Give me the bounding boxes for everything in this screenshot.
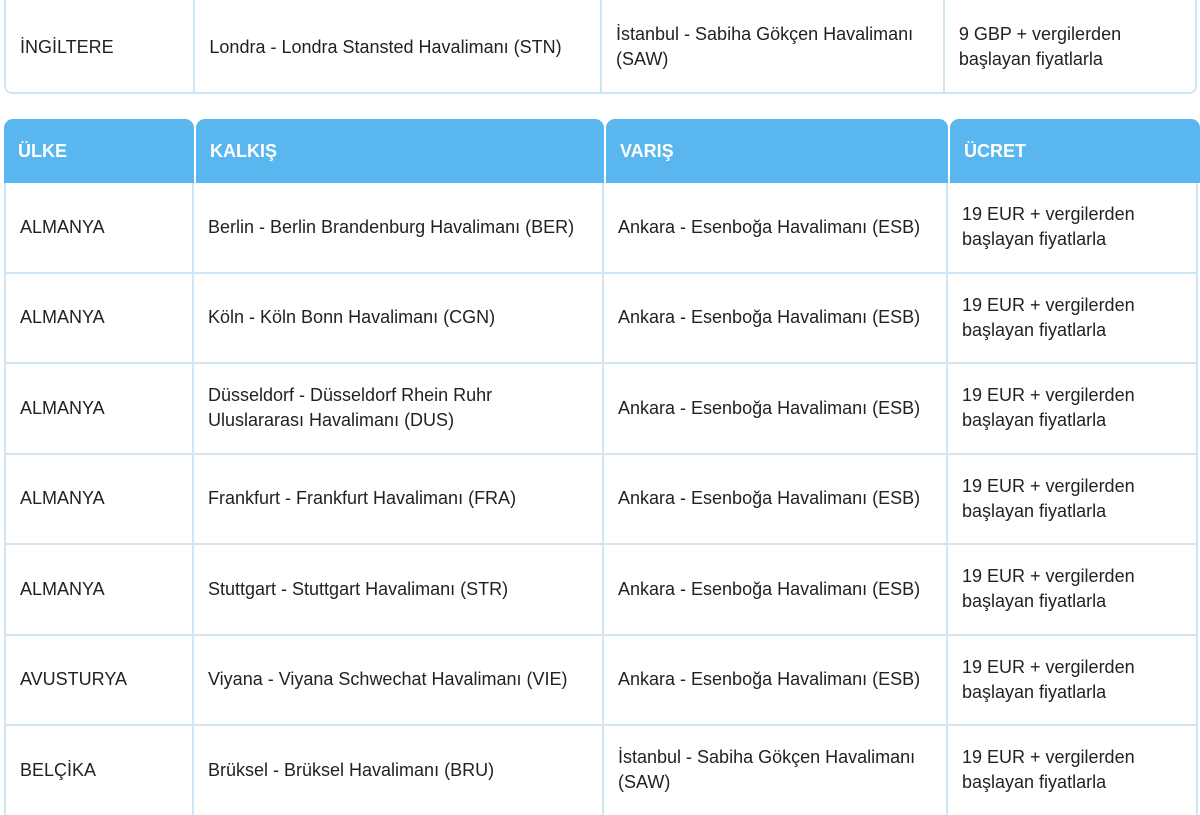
departure-cell: Londra - Londra Stansted Havalimanı (STN) (195, 0, 602, 92)
table-row (4, 545, 1198, 636)
table-row (4, 183, 1198, 274)
country-cell: ALMANYA (4, 183, 194, 272)
price-cell: 19 EUR + vergilerden başlayan fiyatlarla (948, 274, 1198, 363)
price-cell: 19 EUR + vergilerden başlayan fiyatlarla (948, 545, 1198, 634)
arrival-cell: Ankara - Esenboğa Havalimanı (ESB) (604, 274, 948, 363)
table-header (0, 119, 1200, 183)
country-cell: ALMANYA (4, 545, 194, 634)
arrival-cell: Ankara - Esenboğa Havalimanı (ESB) (604, 183, 948, 272)
table-row (4, 726, 1198, 815)
country-cell: AVUSTURYA (4, 636, 194, 725)
departure-cell: Stuttgart - Stuttgart Havalimanı (STR) (194, 545, 604, 634)
price-cell: 19 EUR + vergilerden başlayan fiyatlarla (948, 726, 1198, 815)
previous-table-row (4, 0, 1197, 94)
departure-cell: Köln - Köln Bonn Havalimanı (CGN) (194, 274, 604, 363)
country-cell: ALMANYA (4, 455, 194, 544)
arrival-cell: Ankara - Esenboğa Havalimanı (ESB) (604, 455, 948, 544)
departure-cell: Frankfurt - Frankfurt Havalimanı (FRA) (194, 455, 604, 544)
table-row (4, 364, 1198, 455)
table-row (4, 636, 1198, 727)
arrival-cell: Ankara - Esenboğa Havalimanı (ESB) (604, 364, 948, 453)
country-cell: ALMANYA (4, 364, 194, 453)
country-cell: İNGİLTERE (6, 0, 195, 92)
header-arrival: VARIŞ (606, 119, 948, 183)
header-price: ÜCRET (950, 119, 1200, 183)
table-row (4, 455, 1198, 546)
table-row (4, 274, 1198, 365)
arrival-cell: İstanbul - Sabiha Gökçen Havalimanı (SAW) (604, 726, 948, 815)
header-departure: KALKIŞ (196, 119, 604, 183)
arrival-cell: İstanbul - Sabiha Gökçen Havalimanı (SAW) (602, 0, 945, 92)
price-cell: 9 GBP + vergilerden başlayan fiyatlarla (945, 0, 1195, 92)
flights-table (4, 183, 1198, 815)
price-cell: 19 EUR + vergilerden başlayan fiyatlarla (948, 364, 1198, 453)
price-cell: 19 EUR + vergilerden başlayan fiyatlarla (948, 636, 1198, 725)
country-cell: BELÇİKA (4, 726, 194, 815)
departure-cell: Düsseldorf - Düsseldorf Rhein Ruhr Uluslararası Havalimanı (DUS) (194, 364, 604, 453)
arrival-cell: Ankara - Esenboğa Havalimanı (ESB) (604, 636, 948, 725)
departure-cell: Berlin - Berlin Brandenburg Havalimanı (BER) (194, 183, 604, 272)
price-cell: 19 EUR + vergilerden başlayan fiyatlarla (948, 183, 1198, 272)
price-cell: 19 EUR + vergilerden başlayan fiyatlarla (948, 455, 1198, 544)
header-country: ÜLKE (4, 119, 194, 183)
country-cell: ALMANYA (4, 274, 194, 363)
arrival-cell: Ankara - Esenboğa Havalimanı (ESB) (604, 545, 948, 634)
departure-cell: Viyana - Viyana Schwechat Havalimanı (VIE) (194, 636, 604, 725)
departure-cell: Brüksel - Brüksel Havalimanı (BRU) (194, 726, 604, 815)
